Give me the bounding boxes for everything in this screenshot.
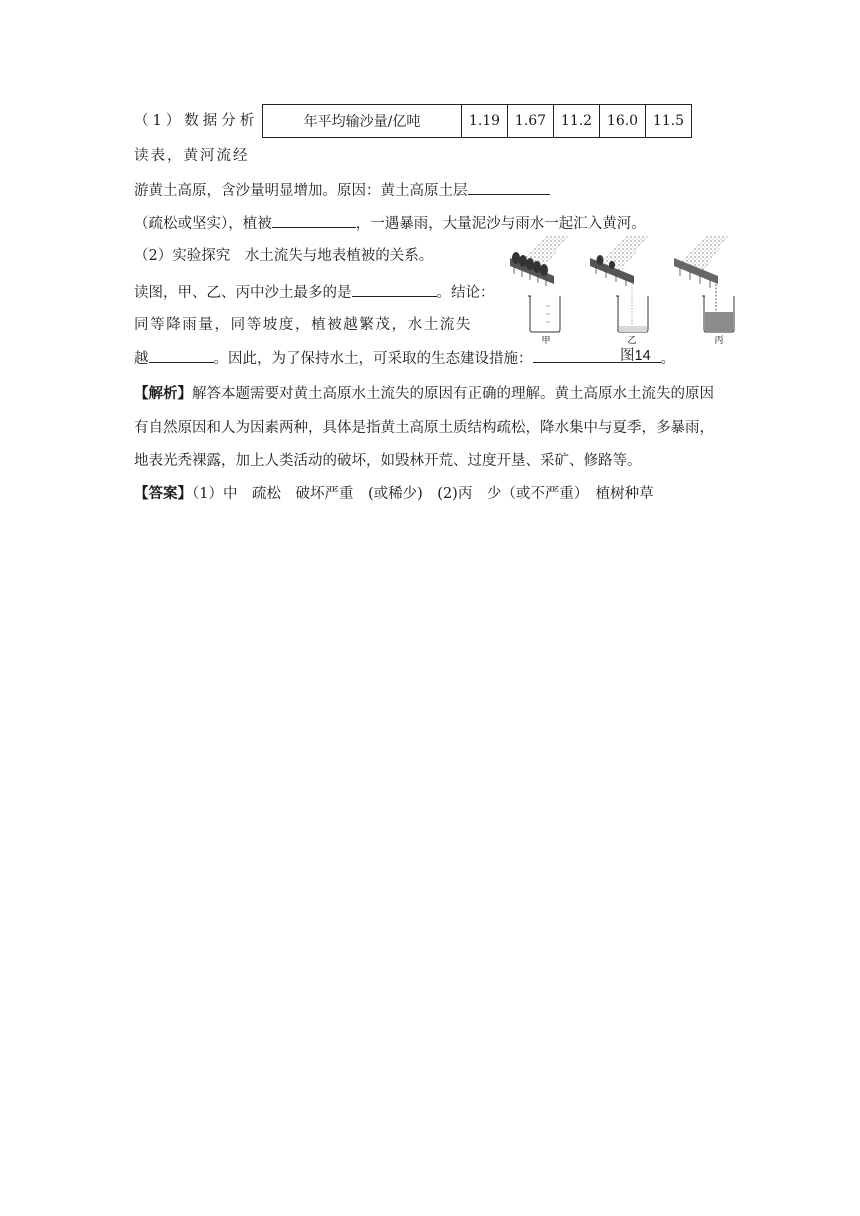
table-cell: 16.0 [600,105,646,138]
q2-line2 [134,282,495,303]
blank-vegetation[interactable] [272,213,356,228]
table-header-cell: 年平均输沙量/亿吨 [263,105,462,138]
answer-line [134,484,654,504]
analysis-line1 [134,384,714,404]
table-cell: 11.2 [554,105,600,138]
analysis-tag: 【解析】 [134,385,192,402]
label-bing: 丙 [714,336,724,346]
table-cell: 1.67 [508,105,554,138]
q1-line4-text-b: ，一遇暴雨，大量泥沙与雨水一起汇入黄河。 [355,216,646,232]
q2-line2-text-b: 。结论： [436,285,495,301]
figure-caption: 图14 [620,348,651,364]
blank-erosion-degree[interactable] [149,348,214,363]
analysis-line2: 有自然原因和人为因素两种，具体是指黄土高原土质结构疏松，降水集中与夏季，多暴雨， [134,420,714,436]
setup-jia [510,236,568,332]
sediment-fill [705,312,733,332]
setup-yi [590,236,648,332]
table-row [263,105,692,138]
q2-line4-text-b: 。因此，为了保持水土，可采取的生态建设措施： [213,351,533,367]
q1-line3 [134,180,550,201]
q1-line4-text-a: （疏松或坚实），植被 [134,216,272,232]
beaker-icon [530,296,560,332]
figure-14-experiment [506,236,736,360]
sediment-table [262,104,692,138]
q1-line4 [134,213,646,234]
analysis-line3: 地表光秃裸露，加上人类活动的破坏，如毁林开荒、过度开垦、采矿、修路等。 [134,453,642,469]
sediment-fill [619,326,647,332]
answer-tag: 【答案】 [134,485,192,502]
q2-line4-text-a: 越 [134,351,149,367]
q1-line2: 读表，黄河流经 [134,148,250,164]
table-cell: 11.5 [646,105,692,138]
q2-line2-text-a: 读图，甲、乙、丙中沙土最多的是 [134,285,352,301]
table-cell: 1.19 [462,105,508,138]
q2-line4-text-c: 。 [660,351,675,367]
label-jia: 甲 [541,336,551,346]
q1-line3-text: 游黄土高原，含沙量明显增加。原因：黄土高原土层 [134,183,468,199]
setup-bing [674,236,734,332]
label-yi: 乙 [627,336,637,346]
q1-label: （1）数据分析 [134,113,259,129]
blank-soil[interactable] [468,180,550,195]
q2-line3: 同等降雨量，同等坡度，植被越繁茂，水土流失 [134,317,473,333]
answer-text: （1）中 疏松 破坏严重 (或稀少) (2)丙 少（或不严重） 植树种草 [192,486,654,502]
analysis-text-1: 解答本题需要对黄土高原水土流失的原因有正确的理解。黄土高原水土流失的原因 [192,386,714,402]
q2-line1: （2）实验探究 水土流失与地表植被的关系。 [134,248,434,264]
blank-most-sand[interactable] [352,282,437,297]
